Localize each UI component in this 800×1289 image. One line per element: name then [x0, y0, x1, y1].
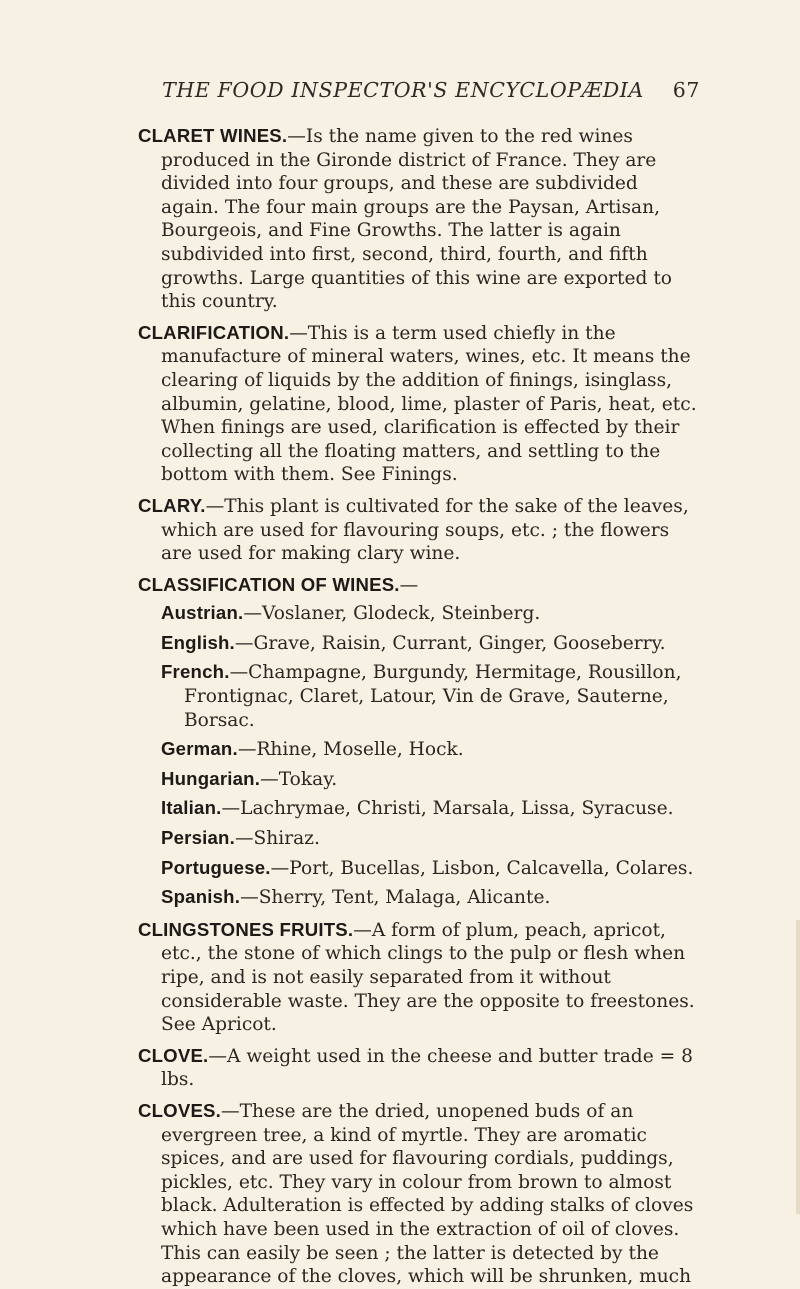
headword-clove: CLOVE. — [138, 1044, 209, 1066]
running-title: THE FOOD INSPECTOR'S ENCYCLOPÆDIA — [162, 78, 644, 102]
entry-text: —A weight used in the cheese and butter trade = 8 lbs. — [161, 1045, 693, 1091]
entries — [138, 124, 700, 1289]
wine-group-label: Spanish. — [161, 886, 241, 908]
wine-group-text: —Voslaner, Glodeck, Steinberg. — [243, 603, 541, 625]
entry-claret-wines — [138, 124, 700, 314]
wine-group-text: —Tokay. — [260, 768, 338, 790]
wine-group-spanish — [138, 885, 700, 910]
wine-group-label: French. — [161, 661, 230, 683]
wine-group-text: —Port, Bucellas, Lisbon, Calcavella, Colares. — [270, 857, 694, 879]
wine-group-label: Portuguese. — [161, 856, 271, 878]
running-head — [138, 78, 700, 108]
wine-group-french — [138, 660, 700, 732]
wine-group-italian — [138, 796, 700, 821]
wine-group-text: —Champagne, Burgundy, Hermitage, Rousillon, Frontignac, Claret, Latour, Vin de Grave, Sauterne, Borsac. — [184, 662, 682, 731]
wine-group-german — [138, 737, 700, 762]
wine-group-portuguese — [138, 856, 700, 881]
wine-group-label: English. — [161, 631, 235, 653]
entry-text: — — [399, 574, 419, 596]
page-number: 67 — [672, 78, 700, 102]
entry-clarification — [138, 321, 700, 487]
wine-group-label: Austrian. — [161, 602, 244, 624]
wine-group-label: German. — [161, 738, 238, 760]
entry-clingstones-fruits — [138, 918, 700, 1037]
wine-group-label: Italian. — [161, 797, 222, 819]
entry-text: —These are the dried, unopened buds of an evergreen tree, a kind of myrtle. They are aromatic spices, and are used for flavouring cordials, puddings, pickles, etc. They vary in colour from brown to almost black. Adulteration is effected by adding stalks of cloves which have been used in the extraction of oil of cloves. This can easily be seen ; the latter is detected by the appearance of the cloves, which will be shrunken, much — [161, 1100, 694, 1288]
wine-group-hungarian — [138, 767, 700, 792]
entry-text: —Is the name given to the red wines produced in the Gironde district of France. They are divided into four groups, and these are subdivided again. The four main groups are the Paysan, Artisan, Bourgeois, and Fine Growths. The latter is again subdivided into first, second, third, fourth, and fifth growths. Large quantities of this wine are exported to this country. — [161, 126, 672, 313]
entry-text: —A form of plum, peach, apricot, etc., the stone of which clings to the pulp or flesh when ripe, and is not easily separated from it without considerable waste. They are the opposite to freestones. See Apricot. — [161, 919, 695, 1036]
wine-group-label: Persian. — [161, 827, 235, 849]
headword-claret-wines: CLARET WINES. — [138, 125, 288, 146]
wine-group-label: Hungarian. — [161, 767, 261, 789]
entry-clove — [138, 1044, 700, 1092]
entry-text: —This is a term used chiefly in the manufacture of mineral waters, wines, etc. It means the clearing of liquids by the addition of finings, isinglass, albumin, gelatine, blood, lime, plaster of Paris, heat, etc. When finings are used, clarification is effected by their collecting all the floating matters, and settling to the bottom with them. See Finings. — [161, 322, 697, 486]
wine-group-text: —Sherry, Tent, Malaga, Alicante. — [240, 887, 551, 909]
entry-classification-of-wines — [138, 573, 700, 598]
page-edge-shadow — [796, 920, 800, 1214]
wine-group-text: —Grave, Raisin, Currant, Ginger, Gooseberry. — [234, 632, 666, 654]
entry-cloves — [138, 1099, 700, 1289]
headword-clarification: CLARIFICATION. — [138, 321, 290, 343]
wine-group-austrian — [138, 601, 700, 626]
wine-group-text: —Rhine, Moselle, Hock. — [237, 739, 464, 761]
wine-group-persian — [138, 826, 700, 851]
wine-group-english — [138, 631, 700, 656]
entry-text: —This plant is cultivated for the sake of the leaves, which are used for flavouring soups, etc. ; the flowers are used for making clary wine. — [161, 495, 689, 565]
headword-clingstones-fruits: CLINGSTONES FRUITS. — [138, 918, 354, 940]
wine-group-text: —Shiraz. — [234, 828, 320, 850]
headword-classification-of-wines: CLASSIFICATION OF WINES. — [138, 573, 400, 595]
headword-cloves: CLOVES. — [138, 1099, 222, 1121]
entry-clary — [138, 494, 700, 566]
wine-group-text: —Lachrymae, Christi, Marsala, Lissa, Syracuse. — [221, 798, 674, 820]
headword-clary: CLARY. — [138, 494, 206, 516]
